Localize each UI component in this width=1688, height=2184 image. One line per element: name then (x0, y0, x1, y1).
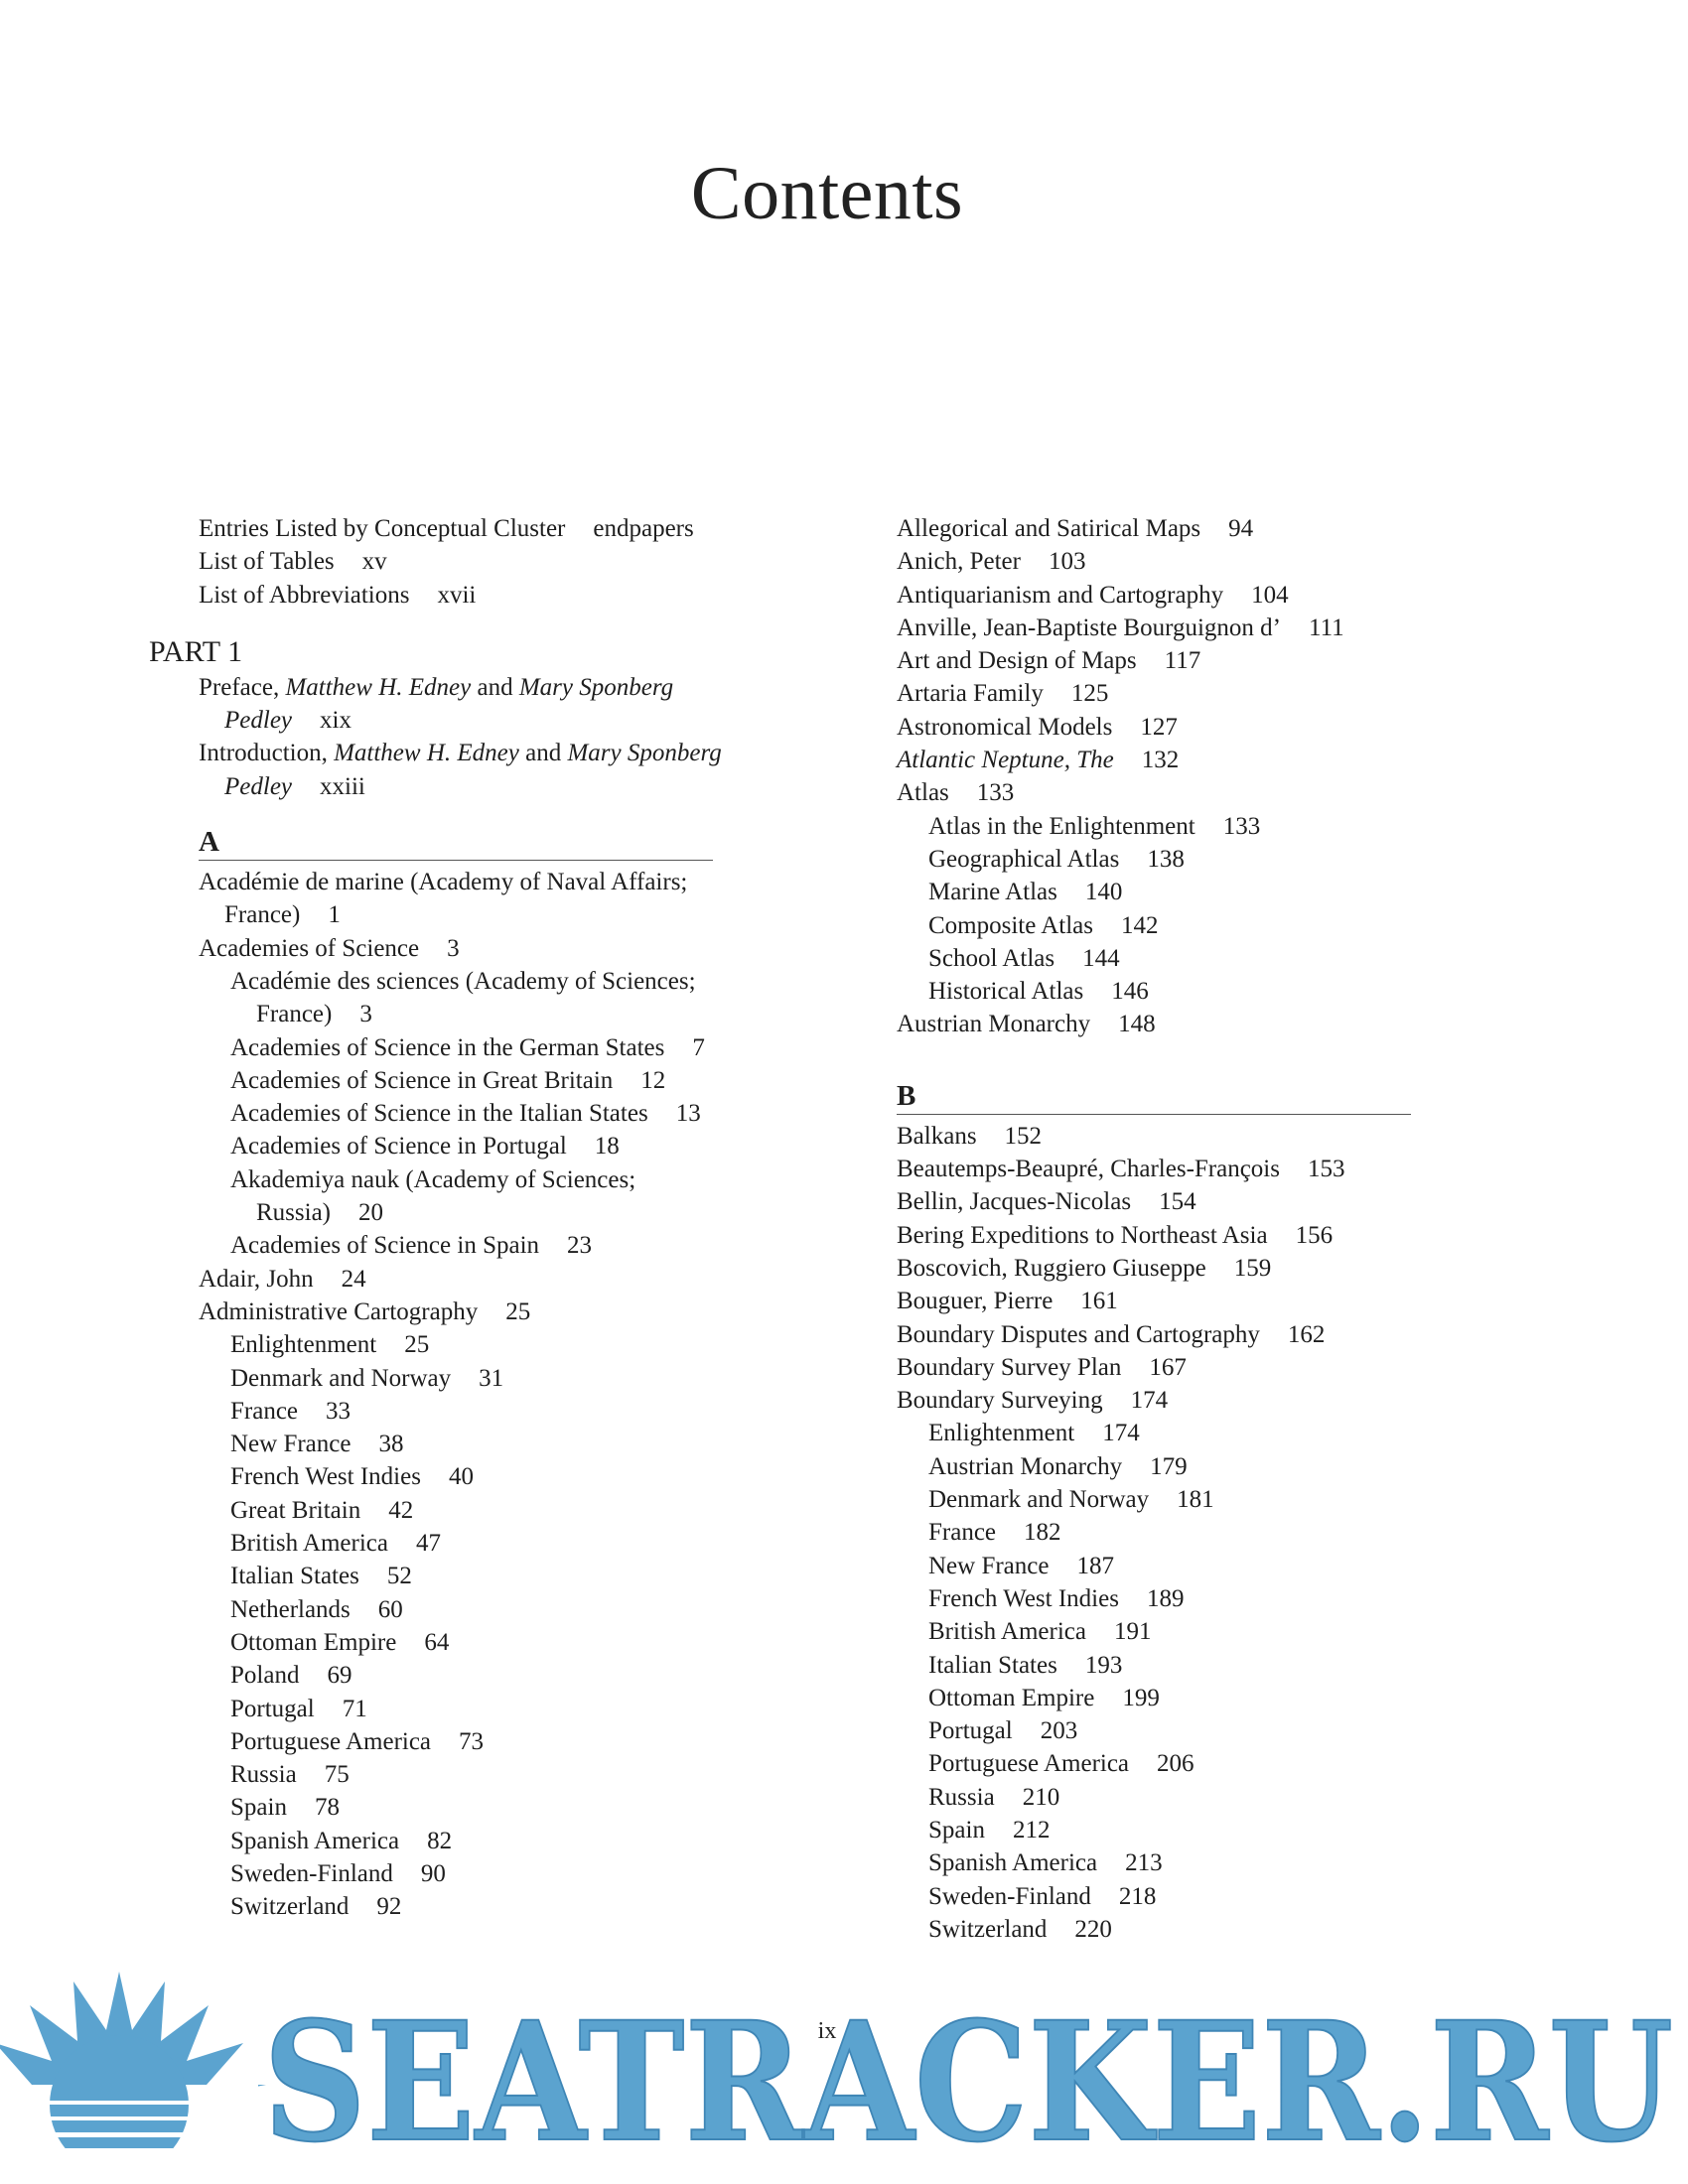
toc-subentry[interactable]: Academies of Science in Great Britain 12 (230, 1066, 666, 1094)
toc-subentry[interactable]: Sweden-Finland 218 (928, 1882, 1157, 1910)
page-title: Contents (690, 152, 964, 235)
contents-right-column (897, 512, 1413, 1946)
toc-subentry[interactable]: Great Britain 42 (230, 1496, 414, 1524)
toc-entry[interactable]: Bellin, Jacques-Nicolas 154 (897, 1188, 1196, 1216)
watermark-text: SEATRACKER.RU (263, 1985, 1673, 2178)
toc-subentry[interactable]: Sweden-Finland 90 (230, 1859, 446, 1887)
toc-entry[interactable]: Boundary Surveying 174 (897, 1387, 1169, 1415)
toc-entry[interactable]: Austrian Monarchy 148 (897, 1011, 1156, 1038)
toc-subentry[interactable]: School Atlas 144 (928, 944, 1120, 972)
toc-entry[interactable]: Bouguer, Pierre 161 (897, 1288, 1118, 1315)
toc-subentry[interactable]: Composite Atlas 142 (928, 911, 1159, 939)
toc-subentry[interactable]: Denmark and Norway 181 (928, 1486, 1214, 1514)
toc-subentry[interactable]: Ottoman Empire 64 (230, 1628, 450, 1656)
toc-subentry[interactable]: Denmark and Norway 31 (230, 1364, 504, 1392)
toc-entry[interactable]: Administrative Cartography 25 (199, 1297, 531, 1325)
toc-subentry[interactable]: Academies of Science in the Italian States 13 (230, 1100, 701, 1128)
toc-subentry[interactable]: Spanish America 82 (230, 1827, 453, 1854)
toc-entry[interactable]: Entries Listed by Conceptual Cluster endpapers (199, 515, 694, 542)
toc-entry[interactable]: Academies of Science 3 (199, 934, 460, 962)
prelims-list (199, 512, 755, 612)
toc-entry[interactable]: Allegorical and Satirical Maps 94 (897, 515, 1254, 542)
watermark-logo (0, 1936, 1688, 2184)
toc-subentry[interactable]: Marine Atlas 140 (928, 879, 1123, 906)
toc-subentry[interactable]: Enlightenment 25 (230, 1331, 430, 1359)
toc-entry[interactable]: Anville, Jean-Baptiste Bourguignon d’ 111 (897, 614, 1344, 641)
toc-subentry[interactable]: Historical Atlas 146 (928, 978, 1149, 1006)
toc-subentry[interactable]: French West Indies 189 (928, 1584, 1185, 1612)
toc-entry-introduction[interactable]: Introduction, Matthew H. Edney and Mary Sponberg Pedley xxiii (199, 740, 722, 800)
toc-entry[interactable]: Astronomical Models 127 (897, 713, 1178, 741)
toc-subentry[interactable]: Switzerland 92 (230, 1893, 402, 1921)
toc-subentry[interactable]: France 182 (928, 1519, 1061, 1547)
toc-subentry[interactable]: Switzerland 220 (928, 1915, 1112, 1943)
toc-subentry[interactable]: Portugal 203 (928, 1717, 1078, 1745)
toc-entry[interactable]: Beautemps-Beaupré, Charles-François 153 (897, 1156, 1345, 1183)
toc-subentry[interactable]: Italian States 193 (928, 1651, 1123, 1679)
toc-subentry[interactable]: Netherlands 60 (230, 1595, 403, 1623)
toc-subentry[interactable]: British America 47 (230, 1530, 441, 1558)
toc-subentry[interactable]: Ottoman Empire 199 (928, 1684, 1160, 1711)
toc-subentry[interactable]: Russia 75 (230, 1761, 350, 1789)
toc-subentry[interactable]: Poland 69 (230, 1662, 352, 1690)
sun-icon (0, 1972, 266, 2184)
toc-entry[interactable]: Antiquarianism and Cartography 104 (897, 581, 1289, 609)
toc-entry[interactable]: Art and Design of Maps 117 (897, 647, 1201, 675)
toc-subentry[interactable]: Akademiya nauk (Academy of Sciences; Russia) 20 (230, 1165, 636, 1227)
toc-subentry[interactable]: Spain 212 (928, 1816, 1051, 1843)
toc-entry[interactable]: Atlas 133 (897, 779, 1015, 807)
toc-subentry[interactable]: Russia 210 (928, 1783, 1060, 1811)
toc-entry[interactable]: Artaria Family 125 (897, 680, 1109, 708)
part-heading: PART 1 (149, 634, 243, 668)
toc-subentry[interactable]: Italian States 52 (230, 1563, 412, 1590)
toc-subentry[interactable]: Atlas in the Enlightenment 133 (928, 812, 1261, 840)
toc-entry-preface[interactable]: Preface, Matthew H. Edney and Mary Sponberg Pedley xix (199, 673, 674, 735)
section-heading-a: A (199, 825, 713, 861)
page-number: ix (817, 2018, 837, 2044)
toc-entry[interactable]: Atlantic Neptune, The 132 (897, 747, 1180, 774)
toc-subentry[interactable]: Académie des sciences (Academy of Sciences; France) 3 (230, 967, 696, 1028)
toc-subentry[interactable]: Austrian Monarchy 179 (928, 1452, 1188, 1480)
toc-entry[interactable]: Bering Expeditions to Northeast Asia 156 (897, 1221, 1334, 1249)
toc-subentry[interactable]: British America 191 (928, 1618, 1152, 1646)
toc-subentry[interactable]: French West Indies 40 (230, 1463, 474, 1491)
section-heading-b: B (897, 1079, 1411, 1115)
toc-subentry[interactable]: Geographical Atlas 138 (928, 845, 1185, 873)
toc-entry[interactable]: Boundary Disputes and Cartography 162 (897, 1320, 1326, 1348)
toc-subentry[interactable]: Spanish America 213 (928, 1849, 1163, 1877)
toc-subentry[interactable]: New France 187 (928, 1552, 1114, 1579)
toc-subentry[interactable]: Portuguese America 73 (230, 1727, 485, 1755)
contents-left-column (149, 512, 755, 1924)
toc-entry[interactable]: Anich, Peter 103 (897, 548, 1086, 576)
toc-entry[interactable]: List of Abbreviations xvii (199, 581, 477, 609)
toc-subentry[interactable]: Academies of Science in Spain 23 (230, 1232, 593, 1260)
toc-entry[interactable]: Académie de marine (Academy of Naval Affairs; France) 1 (199, 869, 688, 929)
toc-subentry[interactable]: Enlightenment 174 (928, 1420, 1140, 1447)
toc-entry[interactable]: Boscovich, Ruggiero Giuseppe 159 (897, 1254, 1272, 1282)
toc-subentry[interactable]: Spain 78 (230, 1794, 340, 1822)
toc-subentry[interactable]: Academies of Science in Portugal 18 (230, 1133, 620, 1160)
toc-subentry[interactable]: Academies of Science in the German States 7 (230, 1033, 705, 1061)
toc-entry[interactable]: Balkans 152 (897, 1122, 1043, 1150)
toc-subentry[interactable]: Portugal 71 (230, 1695, 367, 1722)
toc-subentry[interactable]: New France 38 (230, 1431, 404, 1458)
toc-subentry[interactable]: France 33 (230, 1397, 352, 1425)
toc-entry[interactable]: Adair, John 24 (199, 1265, 366, 1293)
toc-entry[interactable]: List of Tables xv (199, 548, 387, 576)
toc-entry[interactable]: Boundary Survey Plan 167 (897, 1353, 1187, 1381)
toc-subentry[interactable]: Portuguese America 206 (928, 1750, 1195, 1778)
